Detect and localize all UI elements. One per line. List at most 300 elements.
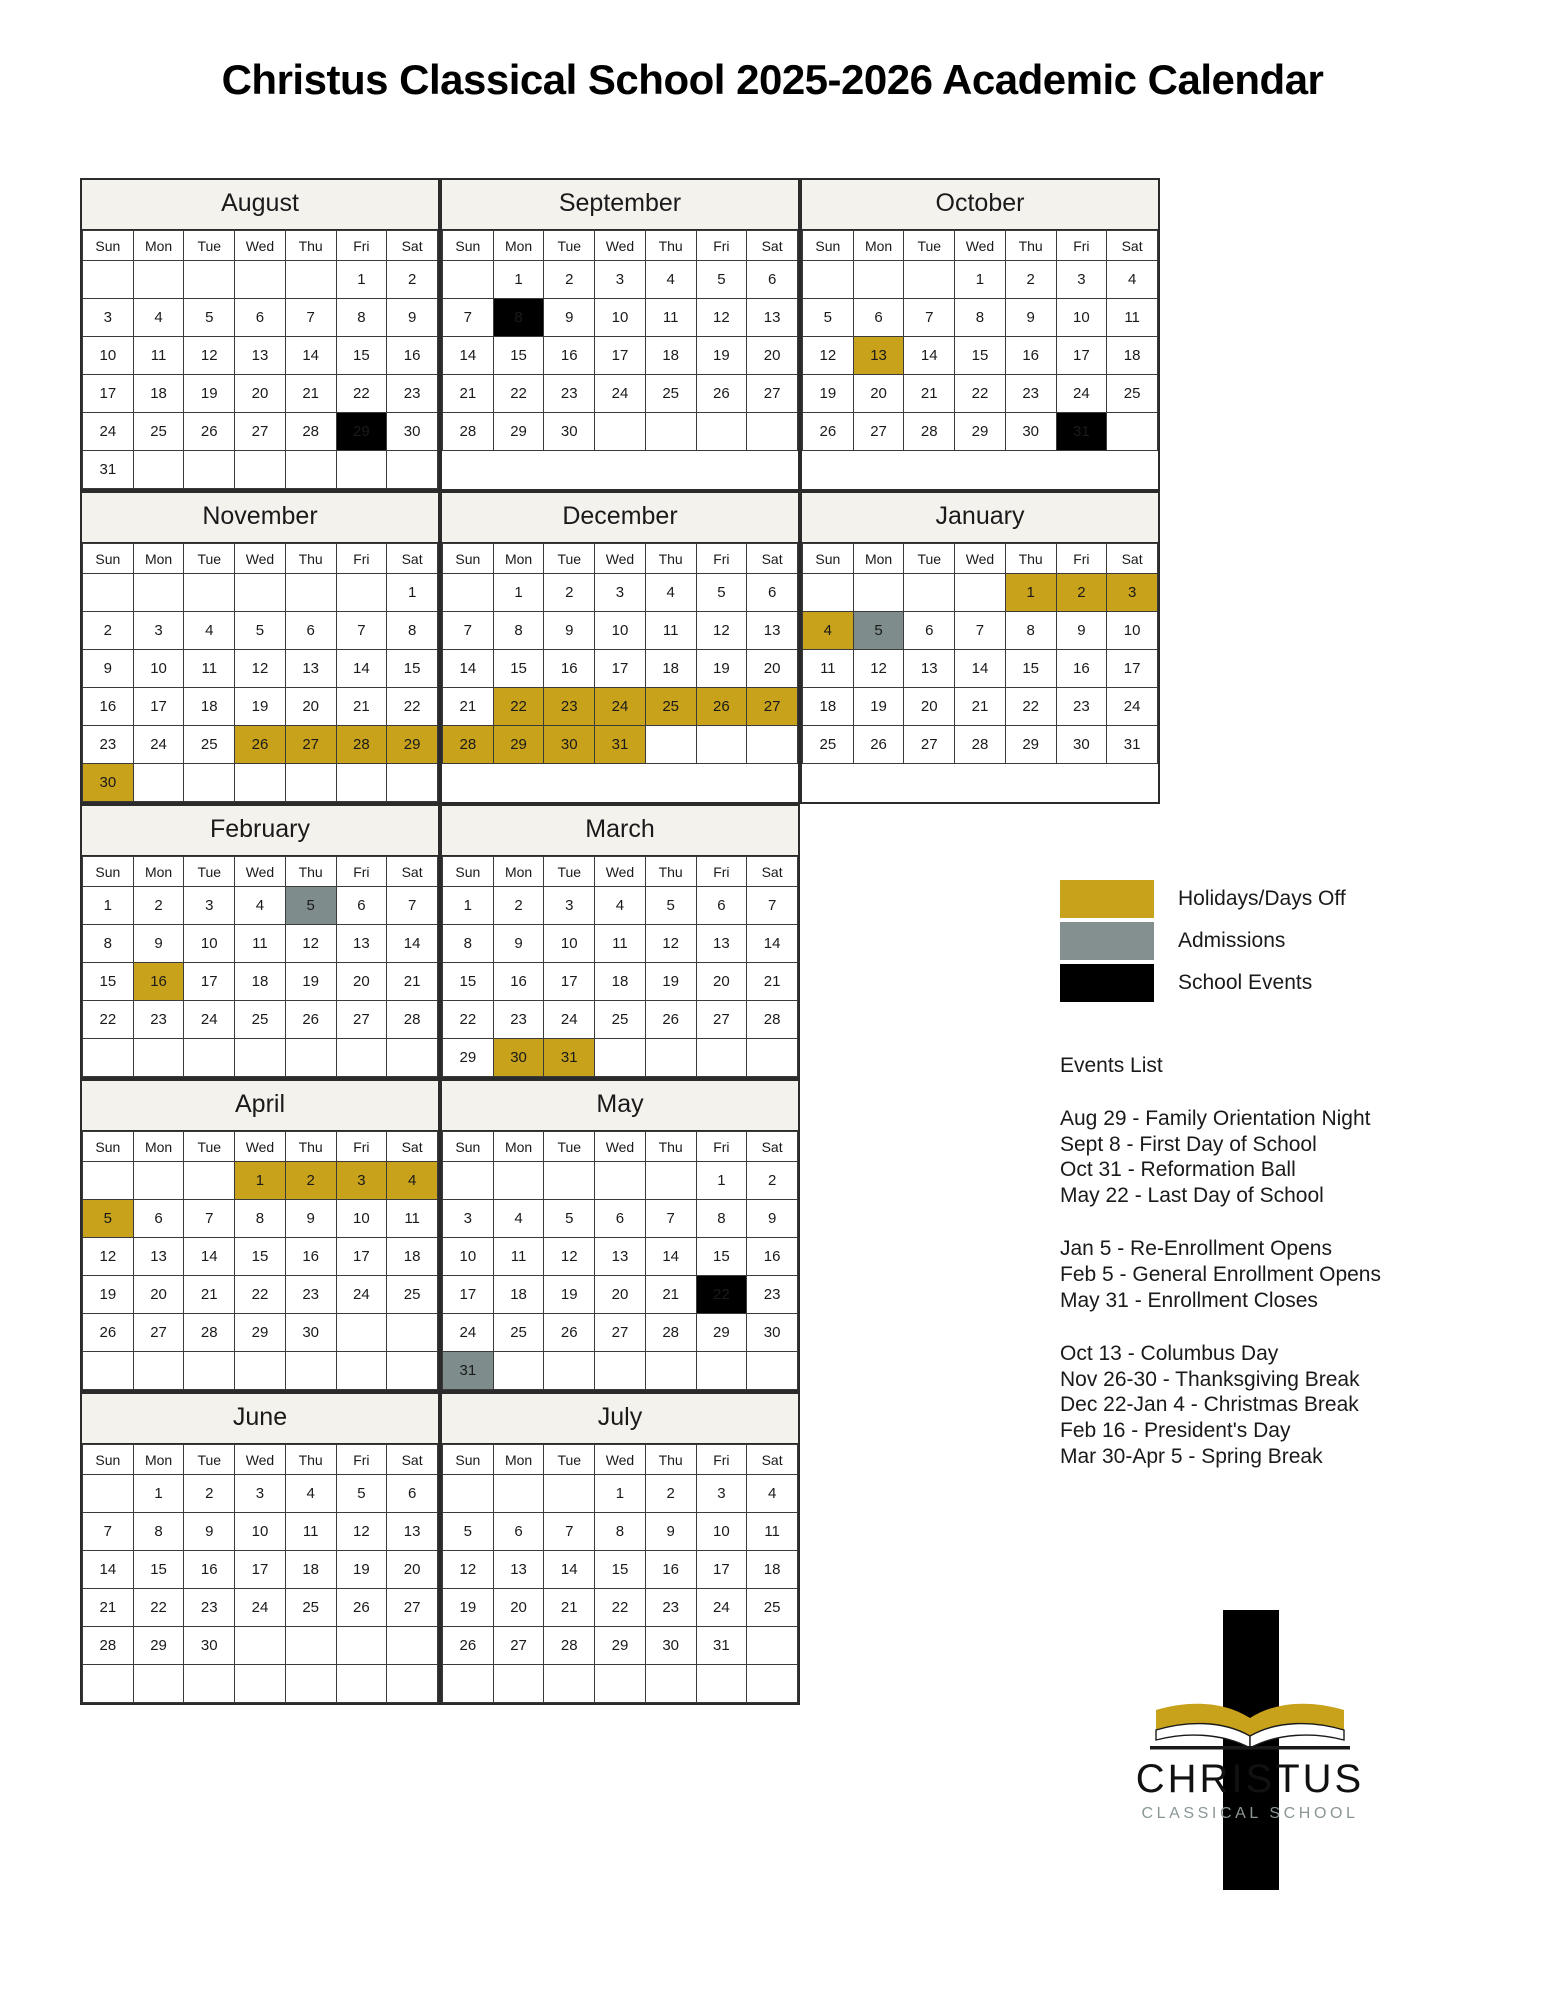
day-cell[interactable]: 5: [803, 299, 854, 337]
day-cell[interactable]: 1: [443, 887, 494, 925]
day-cell[interactable]: 10: [235, 1513, 286, 1551]
day-cell[interactable]: 14: [83, 1551, 134, 1589]
day-cell[interactable]: 27: [747, 375, 798, 413]
day-cell[interactable]: 14: [904, 337, 955, 375]
day-cell[interactable]: 23: [1005, 375, 1056, 413]
day-cell[interactable]: 20: [696, 963, 747, 1001]
day-cell[interactable]: 13: [595, 1238, 646, 1276]
day-cell[interactable]: 15: [387, 650, 438, 688]
day-cell[interactable]: 21: [387, 963, 438, 1001]
day-cell[interactable]: 18: [803, 688, 854, 726]
day-cell[interactable]: 1: [1005, 574, 1056, 612]
day-cell[interactable]: 21: [443, 688, 494, 726]
day-cell[interactable]: 7: [336, 612, 387, 650]
day-cell[interactable]: 20: [853, 375, 904, 413]
day-cell[interactable]: 12: [645, 925, 696, 963]
day-cell[interactable]: 29: [443, 1039, 494, 1077]
day-cell[interactable]: 6: [747, 574, 798, 612]
day-cell[interactable]: 7: [83, 1513, 134, 1551]
day-cell[interactable]: 25: [595, 1001, 646, 1039]
day-cell[interactable]: 16: [285, 1238, 336, 1276]
day-cell[interactable]: 9: [1005, 299, 1056, 337]
day-cell[interactable]: 28: [285, 413, 336, 451]
day-cell[interactable]: 1: [387, 574, 438, 612]
day-cell[interactable]: 19: [83, 1276, 134, 1314]
day-cell[interactable]: 23: [1056, 688, 1107, 726]
day-cell[interactable]: 26: [645, 1001, 696, 1039]
day-cell[interactable]: 8: [387, 612, 438, 650]
day-cell[interactable]: 9: [645, 1513, 696, 1551]
day-cell[interactable]: 8: [443, 925, 494, 963]
day-cell[interactable]: 7: [904, 299, 955, 337]
day-cell[interactable]: 22: [493, 688, 544, 726]
day-cell[interactable]: 2: [645, 1475, 696, 1513]
day-cell[interactable]: 10: [443, 1238, 494, 1276]
day-cell[interactable]: 6: [133, 1200, 184, 1238]
day-cell[interactable]: 10: [544, 925, 595, 963]
day-cell[interactable]: 17: [595, 337, 646, 375]
day-cell[interactable]: 23: [285, 1276, 336, 1314]
day-cell[interactable]: 11: [747, 1513, 798, 1551]
day-cell[interactable]: 28: [645, 1314, 696, 1352]
day-cell[interactable]: 18: [387, 1238, 438, 1276]
day-cell[interactable]: 30: [387, 413, 438, 451]
day-cell[interactable]: 8: [133, 1513, 184, 1551]
day-cell[interactable]: 1: [83, 887, 134, 925]
day-cell[interactable]: 25: [235, 1001, 286, 1039]
day-cell[interactable]: 7: [544, 1513, 595, 1551]
day-cell[interactable]: 10: [83, 337, 134, 375]
day-cell[interactable]: 30: [747, 1314, 798, 1352]
day-cell[interactable]: 6: [387, 1475, 438, 1513]
day-cell[interactable]: 29: [133, 1627, 184, 1665]
day-cell[interactable]: 7: [747, 887, 798, 925]
day-cell[interactable]: 24: [83, 413, 134, 451]
day-cell[interactable]: 6: [336, 887, 387, 925]
day-cell[interactable]: 15: [493, 650, 544, 688]
day-cell[interactable]: 7: [955, 612, 1006, 650]
day-cell[interactable]: 4: [595, 887, 646, 925]
day-cell[interactable]: 24: [595, 688, 646, 726]
day-cell[interactable]: 5: [696, 261, 747, 299]
day-cell[interactable]: 11: [645, 612, 696, 650]
day-cell[interactable]: 2: [387, 261, 438, 299]
day-cell[interactable]: 9: [747, 1200, 798, 1238]
day-cell[interactable]: 25: [285, 1589, 336, 1627]
day-cell[interactable]: 29: [493, 413, 544, 451]
day-cell[interactable]: 20: [235, 375, 286, 413]
day-cell[interactable]: 14: [336, 650, 387, 688]
day-cell[interactable]: 17: [443, 1276, 494, 1314]
day-cell[interactable]: 25: [493, 1314, 544, 1352]
day-cell[interactable]: 11: [387, 1200, 438, 1238]
day-cell[interactable]: 11: [493, 1238, 544, 1276]
day-cell[interactable]: 27: [493, 1627, 544, 1665]
day-cell[interactable]: 26: [285, 1001, 336, 1039]
day-cell[interactable]: 5: [83, 1200, 134, 1238]
day-cell[interactable]: 16: [184, 1551, 235, 1589]
day-cell[interactable]: 1: [493, 261, 544, 299]
day-cell[interactable]: 23: [645, 1589, 696, 1627]
day-cell[interactable]: 24: [544, 1001, 595, 1039]
day-cell[interactable]: 29: [387, 726, 438, 764]
day-cell[interactable]: 12: [184, 337, 235, 375]
day-cell[interactable]: 14: [544, 1551, 595, 1589]
day-cell[interactable]: 18: [1107, 337, 1158, 375]
day-cell[interactable]: 21: [645, 1276, 696, 1314]
day-cell[interactable]: 8: [493, 612, 544, 650]
day-cell[interactable]: 19: [443, 1589, 494, 1627]
day-cell[interactable]: 26: [336, 1589, 387, 1627]
day-cell[interactable]: 19: [696, 650, 747, 688]
day-cell[interactable]: 17: [133, 688, 184, 726]
day-cell[interactable]: 18: [595, 963, 646, 1001]
day-cell[interactable]: 1: [493, 574, 544, 612]
day-cell[interactable]: 11: [184, 650, 235, 688]
day-cell[interactable]: 8: [1005, 612, 1056, 650]
day-cell[interactable]: 30: [285, 1314, 336, 1352]
day-cell[interactable]: 24: [336, 1276, 387, 1314]
day-cell[interactable]: 28: [336, 726, 387, 764]
day-cell[interactable]: 4: [387, 1162, 438, 1200]
day-cell[interactable]: 23: [493, 1001, 544, 1039]
day-cell[interactable]: 13: [493, 1551, 544, 1589]
day-cell[interactable]: 22: [595, 1589, 646, 1627]
day-cell[interactable]: 16: [645, 1551, 696, 1589]
day-cell[interactable]: 27: [133, 1314, 184, 1352]
day-cell[interactable]: 13: [747, 612, 798, 650]
day-cell[interactable]: 30: [544, 413, 595, 451]
day-cell[interactable]: 8: [955, 299, 1006, 337]
day-cell[interactable]: 23: [387, 375, 438, 413]
day-cell[interactable]: 29: [235, 1314, 286, 1352]
day-cell[interactable]: 6: [493, 1513, 544, 1551]
day-cell[interactable]: 31: [1056, 413, 1107, 451]
day-cell[interactable]: 30: [645, 1627, 696, 1665]
day-cell[interactable]: 25: [645, 375, 696, 413]
day-cell[interactable]: 17: [235, 1551, 286, 1589]
day-cell[interactable]: 18: [747, 1551, 798, 1589]
day-cell[interactable]: 12: [285, 925, 336, 963]
day-cell[interactable]: 3: [184, 887, 235, 925]
day-cell[interactable]: 31: [443, 1352, 494, 1390]
day-cell[interactable]: 8: [595, 1513, 646, 1551]
day-cell[interactable]: 22: [955, 375, 1006, 413]
day-cell[interactable]: 27: [235, 413, 286, 451]
day-cell[interactable]: 9: [1056, 612, 1107, 650]
day-cell[interactable]: 15: [595, 1551, 646, 1589]
day-cell[interactable]: 23: [544, 688, 595, 726]
day-cell[interactable]: 6: [696, 887, 747, 925]
day-cell[interactable]: 19: [544, 1276, 595, 1314]
day-cell[interactable]: 15: [133, 1551, 184, 1589]
day-cell[interactable]: 1: [595, 1475, 646, 1513]
day-cell[interactable]: 10: [133, 650, 184, 688]
day-cell[interactable]: 19: [853, 688, 904, 726]
day-cell[interactable]: 31: [83, 451, 134, 489]
day-cell[interactable]: 26: [235, 726, 286, 764]
day-cell[interactable]: 14: [747, 925, 798, 963]
day-cell[interactable]: 1: [235, 1162, 286, 1200]
day-cell[interactable]: 12: [235, 650, 286, 688]
day-cell[interactable]: 27: [285, 726, 336, 764]
day-cell[interactable]: 27: [595, 1314, 646, 1352]
day-cell[interactable]: 9: [285, 1200, 336, 1238]
day-cell[interactable]: 20: [387, 1551, 438, 1589]
day-cell[interactable]: 12: [336, 1513, 387, 1551]
day-cell[interactable]: 15: [696, 1238, 747, 1276]
day-cell[interactable]: 3: [336, 1162, 387, 1200]
day-cell[interactable]: 14: [387, 925, 438, 963]
day-cell[interactable]: 14: [443, 337, 494, 375]
day-cell[interactable]: 10: [336, 1200, 387, 1238]
day-cell[interactable]: 29: [493, 726, 544, 764]
day-cell[interactable]: 1: [133, 1475, 184, 1513]
day-cell[interactable]: 18: [184, 688, 235, 726]
day-cell[interactable]: 23: [133, 1001, 184, 1039]
day-cell[interactable]: 8: [493, 299, 544, 337]
day-cell[interactable]: 2: [544, 574, 595, 612]
day-cell[interactable]: 13: [904, 650, 955, 688]
day-cell[interactable]: 11: [803, 650, 854, 688]
day-cell[interactable]: 8: [696, 1200, 747, 1238]
day-cell[interactable]: 3: [443, 1200, 494, 1238]
day-cell[interactable]: 26: [853, 726, 904, 764]
day-cell[interactable]: 5: [336, 1475, 387, 1513]
day-cell[interactable]: 9: [83, 650, 134, 688]
day-cell[interactable]: 19: [235, 688, 286, 726]
day-cell[interactable]: 7: [645, 1200, 696, 1238]
day-cell[interactable]: 30: [544, 726, 595, 764]
day-cell[interactable]: 18: [235, 963, 286, 1001]
day-cell[interactable]: 19: [696, 337, 747, 375]
day-cell[interactable]: 14: [285, 337, 336, 375]
day-cell[interactable]: 12: [443, 1551, 494, 1589]
day-cell[interactable]: 9: [493, 925, 544, 963]
day-cell[interactable]: 11: [645, 299, 696, 337]
day-cell[interactable]: 30: [83, 764, 134, 802]
day-cell[interactable]: 16: [544, 650, 595, 688]
day-cell[interactable]: 3: [1056, 261, 1107, 299]
day-cell[interactable]: 22: [443, 1001, 494, 1039]
day-cell[interactable]: 10: [1107, 612, 1158, 650]
day-cell[interactable]: 3: [595, 261, 646, 299]
day-cell[interactable]: 20: [285, 688, 336, 726]
day-cell[interactable]: 8: [336, 299, 387, 337]
day-cell[interactable]: 3: [83, 299, 134, 337]
day-cell[interactable]: 22: [493, 375, 544, 413]
day-cell[interactable]: 25: [803, 726, 854, 764]
day-cell[interactable]: 28: [443, 726, 494, 764]
day-cell[interactable]: 18: [645, 337, 696, 375]
day-cell[interactable]: 15: [235, 1238, 286, 1276]
day-cell[interactable]: 27: [904, 726, 955, 764]
day-cell[interactable]: 12: [544, 1238, 595, 1276]
day-cell[interactable]: 28: [904, 413, 955, 451]
day-cell[interactable]: 19: [336, 1551, 387, 1589]
day-cell[interactable]: 17: [336, 1238, 387, 1276]
day-cell[interactable]: 5: [285, 887, 336, 925]
day-cell[interactable]: 16: [1005, 337, 1056, 375]
day-cell[interactable]: 20: [493, 1589, 544, 1627]
day-cell[interactable]: 13: [747, 299, 798, 337]
day-cell[interactable]: 15: [1005, 650, 1056, 688]
day-cell[interactable]: 10: [184, 925, 235, 963]
day-cell[interactable]: 23: [184, 1589, 235, 1627]
day-cell[interactable]: 2: [1056, 574, 1107, 612]
day-cell[interactable]: 22: [235, 1276, 286, 1314]
day-cell[interactable]: 16: [747, 1238, 798, 1276]
day-cell[interactable]: 5: [544, 1200, 595, 1238]
day-cell[interactable]: 9: [184, 1513, 235, 1551]
day-cell[interactable]: 23: [747, 1276, 798, 1314]
day-cell[interactable]: 31: [1107, 726, 1158, 764]
day-cell[interactable]: 3: [1107, 574, 1158, 612]
day-cell[interactable]: 25: [387, 1276, 438, 1314]
day-cell[interactable]: 17: [184, 963, 235, 1001]
day-cell[interactable]: 29: [955, 413, 1006, 451]
day-cell[interactable]: 12: [853, 650, 904, 688]
day-cell[interactable]: 21: [747, 963, 798, 1001]
day-cell[interactable]: 12: [696, 612, 747, 650]
day-cell[interactable]: 3: [595, 574, 646, 612]
day-cell[interactable]: 15: [493, 337, 544, 375]
day-cell[interactable]: 13: [285, 650, 336, 688]
day-cell[interactable]: 8: [83, 925, 134, 963]
day-cell[interactable]: 19: [645, 963, 696, 1001]
day-cell[interactable]: 7: [285, 299, 336, 337]
day-cell[interactable]: 6: [595, 1200, 646, 1238]
day-cell[interactable]: 27: [853, 413, 904, 451]
day-cell[interactable]: 26: [83, 1314, 134, 1352]
day-cell[interactable]: 30: [1005, 413, 1056, 451]
day-cell[interactable]: 22: [336, 375, 387, 413]
day-cell[interactable]: 16: [493, 963, 544, 1001]
day-cell[interactable]: 3: [696, 1475, 747, 1513]
day-cell[interactable]: 27: [387, 1589, 438, 1627]
day-cell[interactable]: 4: [747, 1475, 798, 1513]
day-cell[interactable]: 1: [336, 261, 387, 299]
day-cell[interactable]: 2: [83, 612, 134, 650]
day-cell[interactable]: 14: [443, 650, 494, 688]
day-cell[interactable]: 31: [595, 726, 646, 764]
day-cell[interactable]: 28: [443, 413, 494, 451]
day-cell[interactable]: 2: [544, 261, 595, 299]
day-cell[interactable]: 19: [184, 375, 235, 413]
day-cell[interactable]: 21: [285, 375, 336, 413]
day-cell[interactable]: 13: [336, 925, 387, 963]
day-cell[interactable]: 4: [285, 1475, 336, 1513]
day-cell[interactable]: 2: [184, 1475, 235, 1513]
day-cell[interactable]: 11: [133, 337, 184, 375]
day-cell[interactable]: 24: [595, 375, 646, 413]
day-cell[interactable]: 26: [443, 1627, 494, 1665]
day-cell[interactable]: 29: [696, 1314, 747, 1352]
day-cell[interactable]: 14: [955, 650, 1006, 688]
day-cell[interactable]: 15: [83, 963, 134, 1001]
day-cell[interactable]: 17: [1056, 337, 1107, 375]
day-cell[interactable]: 11: [285, 1513, 336, 1551]
day-cell[interactable]: 27: [747, 688, 798, 726]
day-cell[interactable]: 16: [83, 688, 134, 726]
day-cell[interactable]: 24: [1107, 688, 1158, 726]
day-cell[interactable]: 11: [1107, 299, 1158, 337]
day-cell[interactable]: 22: [1005, 688, 1056, 726]
day-cell[interactable]: 21: [336, 688, 387, 726]
day-cell[interactable]: 30: [1056, 726, 1107, 764]
day-cell[interactable]: 13: [696, 925, 747, 963]
day-cell[interactable]: 10: [595, 299, 646, 337]
day-cell[interactable]: 29: [595, 1627, 646, 1665]
day-cell[interactable]: 2: [493, 887, 544, 925]
day-cell[interactable]: 22: [83, 1001, 134, 1039]
day-cell[interactable]: 20: [336, 963, 387, 1001]
day-cell[interactable]: 27: [696, 1001, 747, 1039]
day-cell[interactable]: 4: [184, 612, 235, 650]
day-cell[interactable]: 31: [544, 1039, 595, 1077]
day-cell[interactable]: 4: [645, 574, 696, 612]
day-cell[interactable]: 2: [285, 1162, 336, 1200]
day-cell[interactable]: 4: [235, 887, 286, 925]
day-cell[interactable]: 9: [387, 299, 438, 337]
day-cell[interactable]: 25: [747, 1589, 798, 1627]
day-cell[interactable]: 9: [133, 925, 184, 963]
day-cell[interactable]: 5: [853, 612, 904, 650]
day-cell[interactable]: 23: [83, 726, 134, 764]
day-cell[interactable]: 13: [387, 1513, 438, 1551]
day-cell[interactable]: 11: [595, 925, 646, 963]
day-cell[interactable]: 15: [955, 337, 1006, 375]
day-cell[interactable]: 21: [443, 375, 494, 413]
day-cell[interactable]: 17: [544, 963, 595, 1001]
day-cell[interactable]: 18: [493, 1276, 544, 1314]
day-cell[interactable]: 4: [803, 612, 854, 650]
day-cell[interactable]: 28: [184, 1314, 235, 1352]
day-cell[interactable]: 18: [133, 375, 184, 413]
day-cell[interactable]: 21: [904, 375, 955, 413]
day-cell[interactable]: 29: [1005, 726, 1056, 764]
day-cell[interactable]: 1: [696, 1162, 747, 1200]
day-cell[interactable]: 22: [387, 688, 438, 726]
day-cell[interactable]: 21: [184, 1276, 235, 1314]
day-cell[interactable]: 5: [696, 574, 747, 612]
day-cell[interactable]: 7: [443, 612, 494, 650]
day-cell[interactable]: 7: [443, 299, 494, 337]
day-cell[interactable]: 17: [1107, 650, 1158, 688]
day-cell[interactable]: 20: [904, 688, 955, 726]
day-cell[interactable]: 10: [696, 1513, 747, 1551]
day-cell[interactable]: 16: [544, 337, 595, 375]
day-cell[interactable]: 27: [336, 1001, 387, 1039]
day-cell[interactable]: 6: [747, 261, 798, 299]
day-cell[interactable]: 19: [285, 963, 336, 1001]
day-cell[interactable]: 20: [747, 650, 798, 688]
day-cell[interactable]: 13: [133, 1238, 184, 1276]
day-cell[interactable]: 5: [443, 1513, 494, 1551]
day-cell[interactable]: 25: [133, 413, 184, 451]
day-cell[interactable]: 28: [544, 1627, 595, 1665]
day-cell[interactable]: 3: [133, 612, 184, 650]
day-cell[interactable]: 18: [285, 1551, 336, 1589]
day-cell[interactable]: 1: [955, 261, 1006, 299]
day-cell[interactable]: 30: [493, 1039, 544, 1077]
day-cell[interactable]: 3: [235, 1475, 286, 1513]
day-cell[interactable]: 25: [645, 688, 696, 726]
day-cell[interactable]: 6: [853, 299, 904, 337]
day-cell[interactable]: 28: [747, 1001, 798, 1039]
day-cell[interactable]: 21: [83, 1589, 134, 1627]
day-cell[interactable]: 5: [184, 299, 235, 337]
